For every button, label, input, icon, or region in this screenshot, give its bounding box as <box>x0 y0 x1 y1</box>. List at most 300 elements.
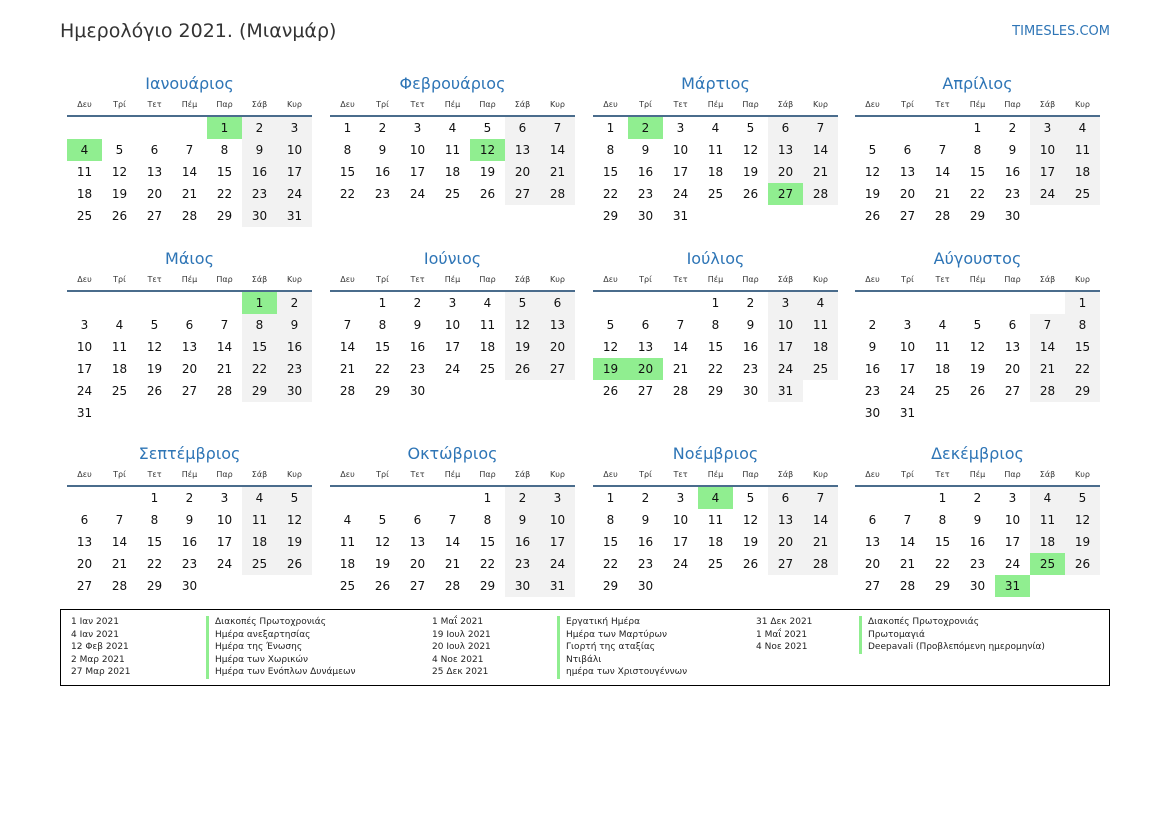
month-name: Ιούνιος <box>423 249 482 268</box>
day-cell: 14 <box>803 139 838 161</box>
day-cell: 19 <box>146 362 163 376</box>
day-cell: 23 <box>637 557 654 571</box>
weekday-label: Πέμ <box>181 100 198 109</box>
empty-cell <box>242 402 277 424</box>
day-cell: 14 <box>1030 336 1065 358</box>
day-cell: 16 <box>969 535 986 549</box>
day-cell: 5 <box>746 491 755 505</box>
day-cell: 26 <box>602 384 619 398</box>
day-cell: 26 <box>969 384 986 398</box>
empty-cell <box>102 292 137 314</box>
weekday-label: Σάβ <box>1039 275 1056 284</box>
week-row <box>593 336 838 358</box>
day-cell: 19 <box>505 336 540 358</box>
day-cell: 12 <box>111 165 128 179</box>
month-11 <box>593 443 838 597</box>
day-cell: 28 <box>111 579 128 593</box>
day-cell: 13 <box>899 165 916 179</box>
day-cell: 16 <box>277 336 312 358</box>
site-link[interactable]: TIMESLES.COM <box>1012 24 1110 39</box>
weekday-header <box>855 95 1100 117</box>
day-cell: 22 <box>479 557 496 571</box>
week-row <box>330 358 575 380</box>
legend-holiday-name: Ημέρα των Χωρικών <box>206 654 356 667</box>
weekday-header <box>330 465 575 487</box>
day-cell: 21 <box>111 557 128 571</box>
legend-date: 19 Ιουλ 2021 <box>432 629 491 640</box>
day-cell: 14 <box>111 535 128 549</box>
day-cell: 27 <box>505 183 540 205</box>
day-cell: 29 <box>969 209 986 223</box>
legend-date: 4 Ιαν 2021 <box>71 629 119 640</box>
day-cell: 31 <box>899 406 916 420</box>
day-cell: 4 <box>483 296 492 310</box>
day-cell: 25 <box>1030 553 1065 575</box>
day-cell: 21 <box>216 362 233 376</box>
weekday-label: Δευ <box>865 275 880 284</box>
weekday-label: Πέμ <box>181 275 198 284</box>
day-cell: 1 <box>1065 292 1100 314</box>
empty-cell <box>400 487 435 509</box>
day-cell: 8 <box>711 318 720 332</box>
month-4 <box>855 73 1100 227</box>
week-row <box>330 487 575 509</box>
empty-cell <box>330 292 365 314</box>
empty-cell <box>102 487 137 509</box>
day-cell: 4 <box>115 318 124 332</box>
day-cell: 24 <box>672 557 689 571</box>
day-cell: 3 <box>413 121 422 135</box>
day-cell: 27 <box>768 553 803 575</box>
day-cell: 17 <box>277 161 312 183</box>
weekday-label: Τετ <box>410 470 425 479</box>
empty-cell <box>925 117 960 139</box>
empty-cell <box>925 292 960 314</box>
empty-cell <box>960 402 995 424</box>
weekday-label: Τετ <box>147 470 162 479</box>
weekday-label: Σάβ <box>1039 470 1056 479</box>
day-cell: 4 <box>711 121 720 135</box>
day-cell: 6 <box>540 292 575 314</box>
day-cell: 10 <box>409 143 426 157</box>
day-cell: 26 <box>146 384 163 398</box>
day-cell: 30 <box>505 575 540 597</box>
week-row <box>593 183 838 205</box>
day-cell: 24 <box>409 187 426 201</box>
weekday-header <box>593 465 838 487</box>
weekday-label: Κυρ <box>287 470 302 479</box>
day-cell: 17 <box>672 535 689 549</box>
weekday-label: Τρί <box>901 275 914 284</box>
week-row <box>330 161 575 183</box>
week-row <box>330 314 575 336</box>
day-cell: 3 <box>676 121 685 135</box>
week-row <box>593 509 838 531</box>
legend-names-3 <box>859 616 1045 654</box>
weekday-label: Τετ <box>147 100 162 109</box>
day-cell: 29 <box>707 384 724 398</box>
week-row <box>67 205 312 227</box>
day-cell: 2 <box>505 487 540 509</box>
day-cell: 3 <box>220 491 229 505</box>
day-cell: 18 <box>339 557 356 571</box>
day-cell: 28 <box>181 209 198 223</box>
day-cell: 3 <box>80 318 89 332</box>
day-cell: 15 <box>242 336 277 358</box>
day-cell: 30 <box>969 579 986 593</box>
day-cell: 23 <box>181 557 198 571</box>
weekday-label: Πέμ <box>707 275 724 284</box>
weekday-label: Κυρ <box>1075 275 1090 284</box>
month-6 <box>330 248 575 402</box>
day-cell: 13 <box>768 509 803 531</box>
day-cell: 8 <box>242 314 277 336</box>
empty-cell <box>768 575 803 597</box>
day-cell: 31 <box>995 575 1030 597</box>
empty-cell <box>995 402 1030 424</box>
day-cell: 16 <box>181 535 198 549</box>
day-cell: 8 <box>483 513 492 527</box>
day-cell: 10 <box>216 513 233 527</box>
day-cell: 2 <box>378 121 387 135</box>
day-cell: 30 <box>181 579 198 593</box>
day-cell: 23 <box>505 553 540 575</box>
day-cell: 3 <box>768 292 803 314</box>
day-cell: 17 <box>216 535 233 549</box>
day-cell: 13 <box>637 340 654 354</box>
day-cell: 10 <box>672 513 689 527</box>
empty-cell <box>698 575 733 597</box>
day-cell: 1 <box>483 491 492 505</box>
day-cell: 18 <box>707 535 724 549</box>
day-cell: 17 <box>768 336 803 358</box>
day-cell: 18 <box>479 340 496 354</box>
day-cell: 14 <box>181 165 198 179</box>
day-cell: 16 <box>864 362 881 376</box>
day-cell: 8 <box>606 143 615 157</box>
day-cell: 25 <box>479 362 496 376</box>
day-cell: 28 <box>216 384 233 398</box>
day-cell: 6 <box>903 143 912 157</box>
day-cell: 2 <box>746 296 755 310</box>
weekday-label: Κυρ <box>813 100 828 109</box>
legend-names-1 <box>206 616 356 679</box>
weekday-label: Πέμ <box>444 275 461 284</box>
weekday-label: Πέμ <box>707 100 724 109</box>
week-row <box>593 358 838 380</box>
day-cell: 17 <box>672 165 689 179</box>
day-cell: 13 <box>76 535 93 549</box>
day-cell: 18 <box>111 362 128 376</box>
day-cell: 5 <box>868 143 877 157</box>
weekday-header <box>67 465 312 487</box>
day-cell: 26 <box>111 209 128 223</box>
day-cell: 19 <box>1065 531 1100 553</box>
day-cell: 2 <box>973 491 982 505</box>
weekday-label: Σάβ <box>777 470 794 479</box>
week-row <box>330 336 575 358</box>
day-cell: 19 <box>593 358 628 380</box>
day-cell: 22 <box>216 187 233 201</box>
day-cell: 10 <box>768 314 803 336</box>
week-row <box>593 161 838 183</box>
day-cell: 25 <box>803 358 838 380</box>
empty-cell <box>540 380 575 402</box>
day-cell: 7 <box>803 487 838 509</box>
day-cell: 23 <box>1004 187 1021 201</box>
day-cell: 18 <box>1065 161 1100 183</box>
day-cell: 7 <box>115 513 124 527</box>
empty-cell <box>137 117 172 139</box>
legend-date: 31 Δεκ 2021 <box>756 617 813 627</box>
day-cell: 13 <box>864 535 881 549</box>
day-cell: 11 <box>707 143 724 157</box>
day-cell: 6 <box>868 513 877 527</box>
legend-names-2 <box>557 616 687 679</box>
day-cell: 22 <box>1065 358 1100 380</box>
day-cell: 26 <box>1065 553 1100 575</box>
empty-cell <box>277 575 312 597</box>
day-cell: 28 <box>540 183 575 205</box>
day-cell: 5 <box>150 318 159 332</box>
day-cell: 6 <box>768 117 803 139</box>
weekday-label: Πέμ <box>969 275 986 284</box>
day-cell: 24 <box>672 187 689 201</box>
weekday-label: Σάβ <box>251 470 268 479</box>
day-cell: 15 <box>969 165 986 179</box>
day-cell: 20 <box>628 358 663 380</box>
day-cell: 15 <box>1065 336 1100 358</box>
day-cell: 2 <box>641 491 650 505</box>
weekday-label: Κυρ <box>1075 100 1090 109</box>
day-cell: 27 <box>637 384 654 398</box>
weekday-label: Κυρ <box>550 100 565 109</box>
weekday-label: Κυρ <box>813 275 828 284</box>
day-cell: 26 <box>374 579 391 593</box>
month-name: Μάρτιος <box>681 74 750 93</box>
day-cell: 3 <box>1030 117 1065 139</box>
weekday-label: Παρ <box>216 275 233 284</box>
weekday-label: Δευ <box>340 100 355 109</box>
day-cell: 19 <box>111 187 128 201</box>
empty-cell <box>1030 292 1065 314</box>
weekday-label: Τετ <box>410 100 425 109</box>
day-cell: 3 <box>903 318 912 332</box>
day-cell: 17 <box>899 362 916 376</box>
month-7 <box>593 248 838 402</box>
week-row <box>67 139 312 161</box>
weekday-label: Πέμ <box>444 470 461 479</box>
legend-holiday-name: Ημέρα της Ένωσης <box>206 641 356 654</box>
day-cell: 29 <box>1065 380 1100 402</box>
legend-holiday-name: ημέρα των Χριστουγέννων <box>557 666 687 679</box>
week-row <box>593 139 838 161</box>
weekday-label: Πέμ <box>969 100 986 109</box>
week-row <box>855 402 1100 424</box>
week-row <box>855 161 1100 183</box>
day-cell: 9 <box>868 340 877 354</box>
weekday-header <box>67 270 312 292</box>
legend-date: 27 Μαρ 2021 <box>71 667 131 677</box>
day-cell: 21 <box>540 161 575 183</box>
day-cell: 25 <box>444 187 461 201</box>
month-name: Απρίλιος <box>942 74 1013 93</box>
day-cell: 29 <box>216 209 233 223</box>
weekday-label: Τρί <box>639 470 652 479</box>
day-cell: 8 <box>343 143 352 157</box>
day-cell: 27 <box>540 358 575 380</box>
weekday-label: Κυρ <box>813 470 828 479</box>
week-row <box>330 553 575 575</box>
legend-holiday-name: Εργατική Ημέρα <box>557 616 687 629</box>
week-row <box>67 183 312 205</box>
day-cell: 14 <box>540 139 575 161</box>
day-cell: 31 <box>768 380 803 402</box>
week-row <box>855 183 1100 205</box>
empty-cell <box>172 402 207 424</box>
empty-cell <box>242 575 277 597</box>
weekday-label: Σάβ <box>777 275 794 284</box>
legend-holiday-name: Deepavali (Προβλεπόμενη ημερομηνία) <box>859 641 1045 654</box>
day-cell: 15 <box>602 165 619 179</box>
empty-cell <box>67 292 102 314</box>
day-cell: 11 <box>444 143 461 157</box>
day-cell: 13 <box>181 340 198 354</box>
day-cell: 14 <box>899 535 916 549</box>
week-row <box>593 292 838 314</box>
weekday-label: Τρί <box>113 100 126 109</box>
month-name: Ιανουάριος <box>145 74 234 93</box>
day-cell: 7 <box>676 318 685 332</box>
day-cell: 16 <box>1004 165 1021 179</box>
day-cell: 9 <box>1008 143 1017 157</box>
day-cell: 22 <box>602 187 619 201</box>
weekday-label: Σάβ <box>514 470 531 479</box>
day-cell: 20 <box>181 362 198 376</box>
legend-date: 20 Ιουλ 2021 <box>432 642 491 652</box>
empty-cell <box>855 117 890 139</box>
week-row <box>593 117 838 139</box>
week-row <box>855 380 1100 402</box>
day-cell: 2 <box>242 117 277 139</box>
day-cell: 30 <box>277 380 312 402</box>
week-row <box>67 531 312 553</box>
day-cell: 18 <box>242 531 277 553</box>
empty-cell <box>803 205 838 227</box>
empty-cell <box>102 402 137 424</box>
day-cell: 17 <box>540 531 575 553</box>
month-1 <box>67 73 312 227</box>
weekday-label: Τρί <box>376 100 389 109</box>
day-cell: 15 <box>216 165 233 179</box>
legend-holiday-name: Διακοπές Πρωτοχρονιάς <box>859 616 1045 629</box>
month-3 <box>593 73 838 227</box>
day-cell: 9 <box>185 513 194 527</box>
weekday-label: Τρί <box>376 275 389 284</box>
day-cell: 9 <box>973 513 982 527</box>
day-cell: 12 <box>470 139 505 161</box>
week-row <box>855 314 1100 336</box>
day-cell: 12 <box>864 165 881 179</box>
empty-cell <box>1065 402 1100 424</box>
legend-holiday-name: Ντιβάλι <box>557 654 687 667</box>
day-cell: 1 <box>606 121 615 135</box>
week-row <box>67 358 312 380</box>
month-2 <box>330 73 575 205</box>
day-cell: 4 <box>1065 117 1100 139</box>
empty-cell <box>698 205 733 227</box>
day-cell: 30 <box>742 384 759 398</box>
empty-cell <box>733 575 768 597</box>
weekday-label: Σάβ <box>1039 100 1056 109</box>
weekday-header <box>855 465 1100 487</box>
weekday-header <box>67 95 312 117</box>
day-cell: 5 <box>483 121 492 135</box>
day-cell: 16 <box>409 340 426 354</box>
day-cell: 3 <box>1008 491 1017 505</box>
weekday-label: Παρ <box>742 275 759 284</box>
day-cell: 3 <box>676 491 685 505</box>
month-10 <box>330 443 575 597</box>
weekday-header <box>593 270 838 292</box>
day-cell: 17 <box>1030 161 1065 183</box>
empty-cell <box>470 380 505 402</box>
day-cell: 19 <box>969 362 986 376</box>
page-title: Ημερολόγιο 2021. (Μιανμάρ) <box>60 20 337 42</box>
day-cell: 8 <box>378 318 387 332</box>
day-cell: 31 <box>672 209 689 223</box>
day-cell: 13 <box>768 139 803 161</box>
week-row <box>855 205 1100 227</box>
day-cell: 12 <box>505 314 540 336</box>
empty-cell <box>1030 402 1065 424</box>
empty-cell <box>365 487 400 509</box>
day-cell: 4 <box>343 513 352 527</box>
day-cell: 13 <box>409 535 426 549</box>
day-cell: 9 <box>505 509 540 531</box>
week-row <box>593 531 838 553</box>
day-cell: 29 <box>146 579 163 593</box>
empty-cell <box>803 575 838 597</box>
weekday-label: Δευ <box>340 470 355 479</box>
day-cell: 13 <box>146 165 163 179</box>
empty-cell <box>277 402 312 424</box>
legend-dates-2 <box>432 616 552 679</box>
week-row <box>67 117 312 139</box>
day-cell: 20 <box>899 187 916 201</box>
day-cell: 7 <box>1030 314 1065 336</box>
week-row <box>67 575 312 597</box>
legend-holiday-name: Γιορτή της αταξίας <box>557 641 687 654</box>
day-cell: 10 <box>444 318 461 332</box>
day-cell: 27 <box>146 209 163 223</box>
weekday-label: Παρ <box>1004 100 1021 109</box>
day-cell: 2 <box>185 491 194 505</box>
day-cell: 19 <box>864 187 881 201</box>
week-row <box>593 575 838 597</box>
day-cell: 20 <box>540 336 575 358</box>
day-cell: 24 <box>216 557 233 571</box>
day-cell: 2 <box>868 318 877 332</box>
weekday-label: Παρ <box>1004 470 1021 479</box>
weekday-label: Παρ <box>216 470 233 479</box>
day-cell: 4 <box>67 139 102 161</box>
day-cell: 10 <box>1004 513 1021 527</box>
day-cell: 1 <box>150 491 159 505</box>
day-cell: 26 <box>742 187 759 201</box>
day-cell: 5 <box>115 143 124 157</box>
day-cell: 10 <box>76 340 93 354</box>
